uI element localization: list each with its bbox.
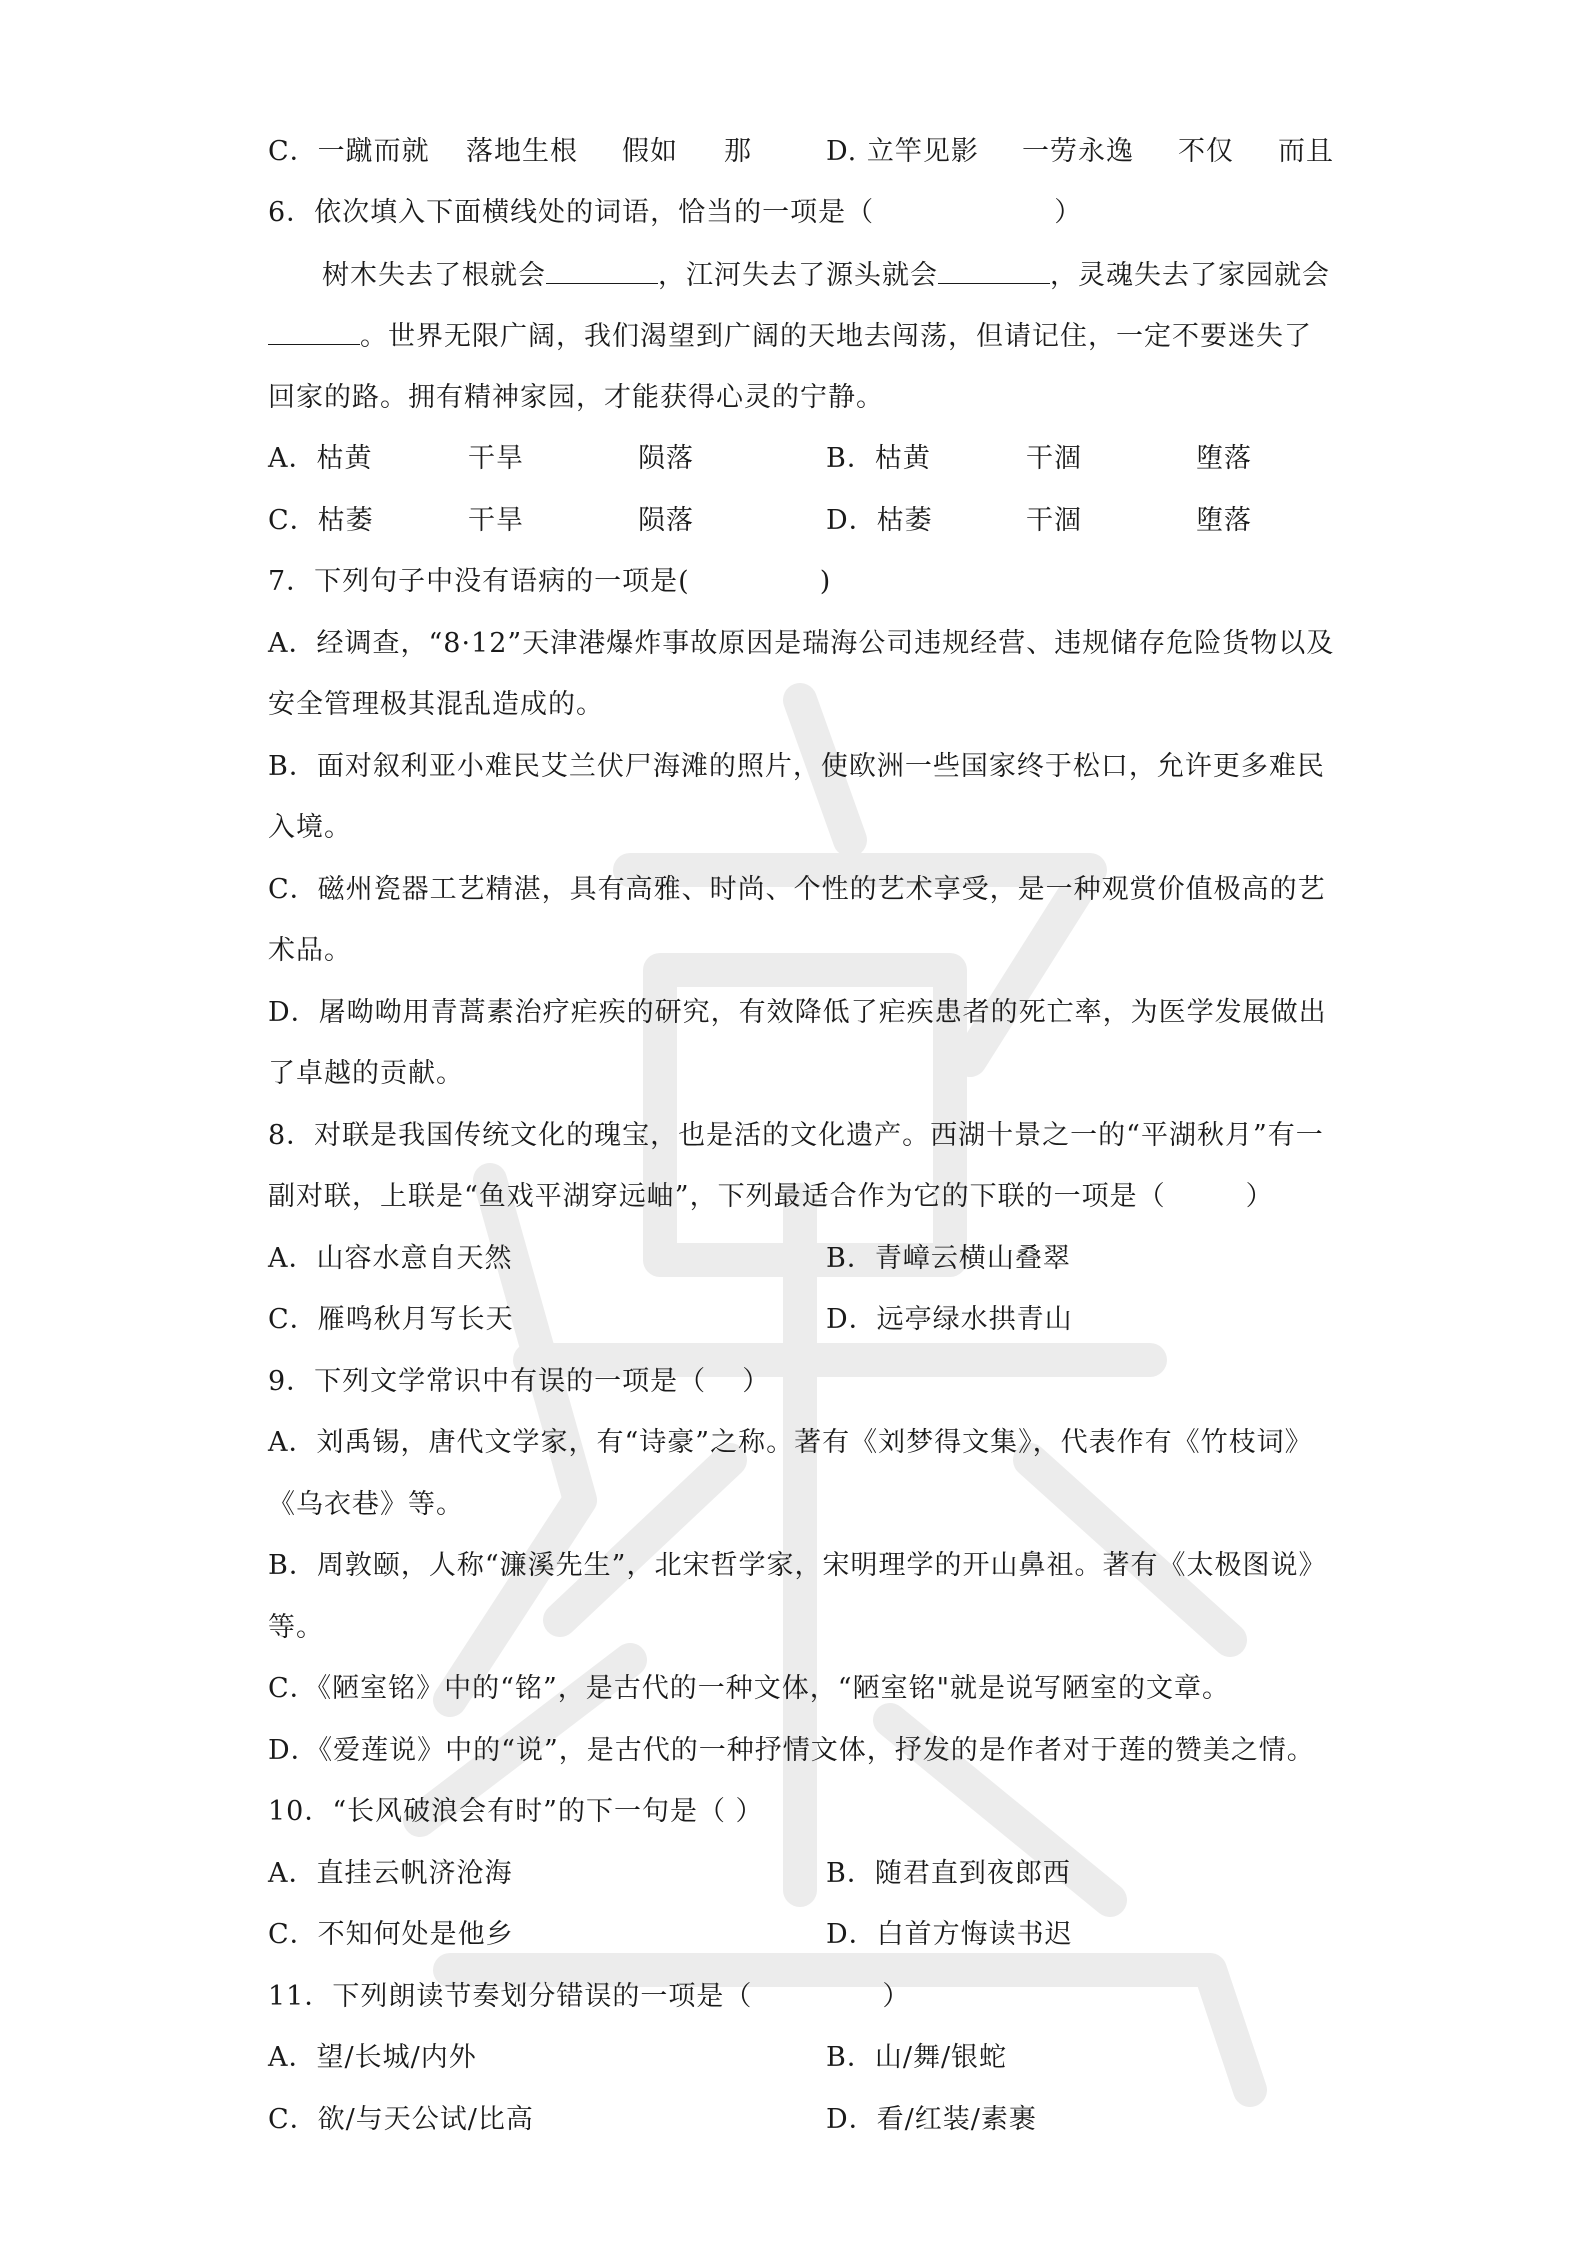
q8-option-b: B．青嶂云横山叠翠 [826, 1243, 1071, 1274]
q6-passage-line-2: 。世界无限广阔，我们渴望到广阔的天地去闯荡，但请记住，一定不要迷失了 [268, 318, 1312, 355]
q8-option-a: A．山容水意自天然 [268, 1243, 513, 1274]
q7-option-c-line-1: C．磁州瓷器工艺精湛，具有高雅、时尚、个性的艺术享受，是一种观赏价值极高的艺 [268, 874, 1326, 905]
q6-option-c: C．枯萎 干旱 陨落 [268, 505, 694, 536]
q7-stem: 7．下列句子中没有语病的一项是( ) [268, 566, 832, 597]
q10-option-a: A．直挂云帆济沧海 [268, 1858, 513, 1889]
q11-option-c: C．欲/与天公试/比高 [268, 2104, 534, 2135]
q8-stem-line-1: 8．对联是我国传统文化的瑰宝，也是活的文化遗产。西湖十景之一的“平湖秋月”有一 [268, 1120, 1324, 1151]
q9-option-d: D．《爱莲说》中的“说”，是古代的一种抒情文体，抒发的是作者对于莲的赞美之情。 [268, 1735, 1315, 1766]
answer-blank [938, 257, 1050, 284]
answer-blank [546, 257, 658, 284]
q9-option-a-line-1: A．刘禹锡，唐代文学家，有“诗豪”之称。著有《刘梦得文集》，代表作有《竹枝词》 [268, 1427, 1313, 1458]
q9-option-b-line-2: 等。 [268, 1612, 324, 1643]
q11-option-a: A．望/长城/内外 [268, 2042, 477, 2073]
answer-blank [268, 318, 360, 345]
q10-stem: 10．“长风破浪会有时”的下一句是（ ） [268, 1796, 764, 1827]
q10-option-b: B．随君直到夜郎西 [826, 1858, 1071, 1889]
q9-option-c: C．《陋室铭》中的“铭”，是古代的一种文体，“陋室铭"就是说写陋室的文章。 [268, 1673, 1230, 1704]
q10-option-d: D．白首方悔读书迟 [826, 1919, 1073, 1950]
q9-option-b-line-1: B．周敦颐，人称“濂溪先生”，北宋哲学家，宋明理学的开山鼻祖。著有《太极图说》 [268, 1550, 1327, 1581]
q7-option-a-line-2: 安全管理极其混乱造成的。 [268, 689, 604, 720]
q6-passage-line-3: 回家的路。拥有精神家园，才能获得心灵的宁静。 [268, 382, 884, 413]
q7-option-c-line-2: 术品。 [268, 935, 352, 966]
q5-option-c: C．一蹴而就 落地生根 假如 那 [268, 136, 752, 167]
q11-option-b: B．山/舞/银蛇 [826, 2042, 1008, 2073]
q8-stem-line-2: 副对联，上联是“鱼戏平湖穿远岫”，下列最适合作为它的下联的一项是（ ） [268, 1181, 1274, 1212]
q7-option-a-line-1: A．经调查，“8·12”天津港爆炸事故原因是瑞海公司违规经营、违规储存危险货物以及 [268, 628, 1335, 659]
q10-option-c: C．不知何处是他乡 [268, 1919, 514, 1950]
q7-option-b-line-1: B．面对叙利亚小难民艾兰伏尸海滩的照片，使欧洲一些国家终于松口，允许更多难民 [268, 751, 1325, 782]
q7-option-d-line-1: D．屠呦呦用青蒿素治疗疟疾的研究，有效降低了疟疾患者的死亡率，为医学发展做出 [268, 997, 1327, 1028]
q6-passage-line-1: 树木失去了根就会 ，江河失去了源头就会 ，灵魂失去了家园就会 [322, 257, 1330, 294]
q8-option-d: D．远亭绿水拱青山 [826, 1304, 1073, 1335]
q7-option-d-line-2: 了卓越的贡献。 [268, 1058, 464, 1089]
q8-option-c: C．雁鸣秋月写长天 [268, 1304, 514, 1335]
q11-option-d: D．看/红装/素裹 [826, 2104, 1037, 2135]
q7-option-b-line-2: 入境。 [268, 812, 352, 843]
q6-option-d: D．枯萎 干涸 堕落 [826, 505, 1252, 536]
q6-option-b: B．枯黄 干涸 堕落 [826, 443, 1252, 474]
q5-option-d: D. 立竿见影 一劳永逸 不仅 而且 [826, 136, 1334, 167]
q11-stem: 11．下列朗读节奏划分错误的一项是（ ） [268, 1981, 911, 2012]
q6-option-a: A．枯黄 干旱 陨落 [268, 443, 694, 474]
q6-stem: 6．依次填入下面横线处的词语，恰当的一项是（ ） [268, 197, 1083, 228]
q9-option-a-line-2: 《乌衣巷》等。 [268, 1489, 464, 1520]
q9-stem: 9．下列文学常识中有误的一项是（ ） [268, 1366, 771, 1397]
